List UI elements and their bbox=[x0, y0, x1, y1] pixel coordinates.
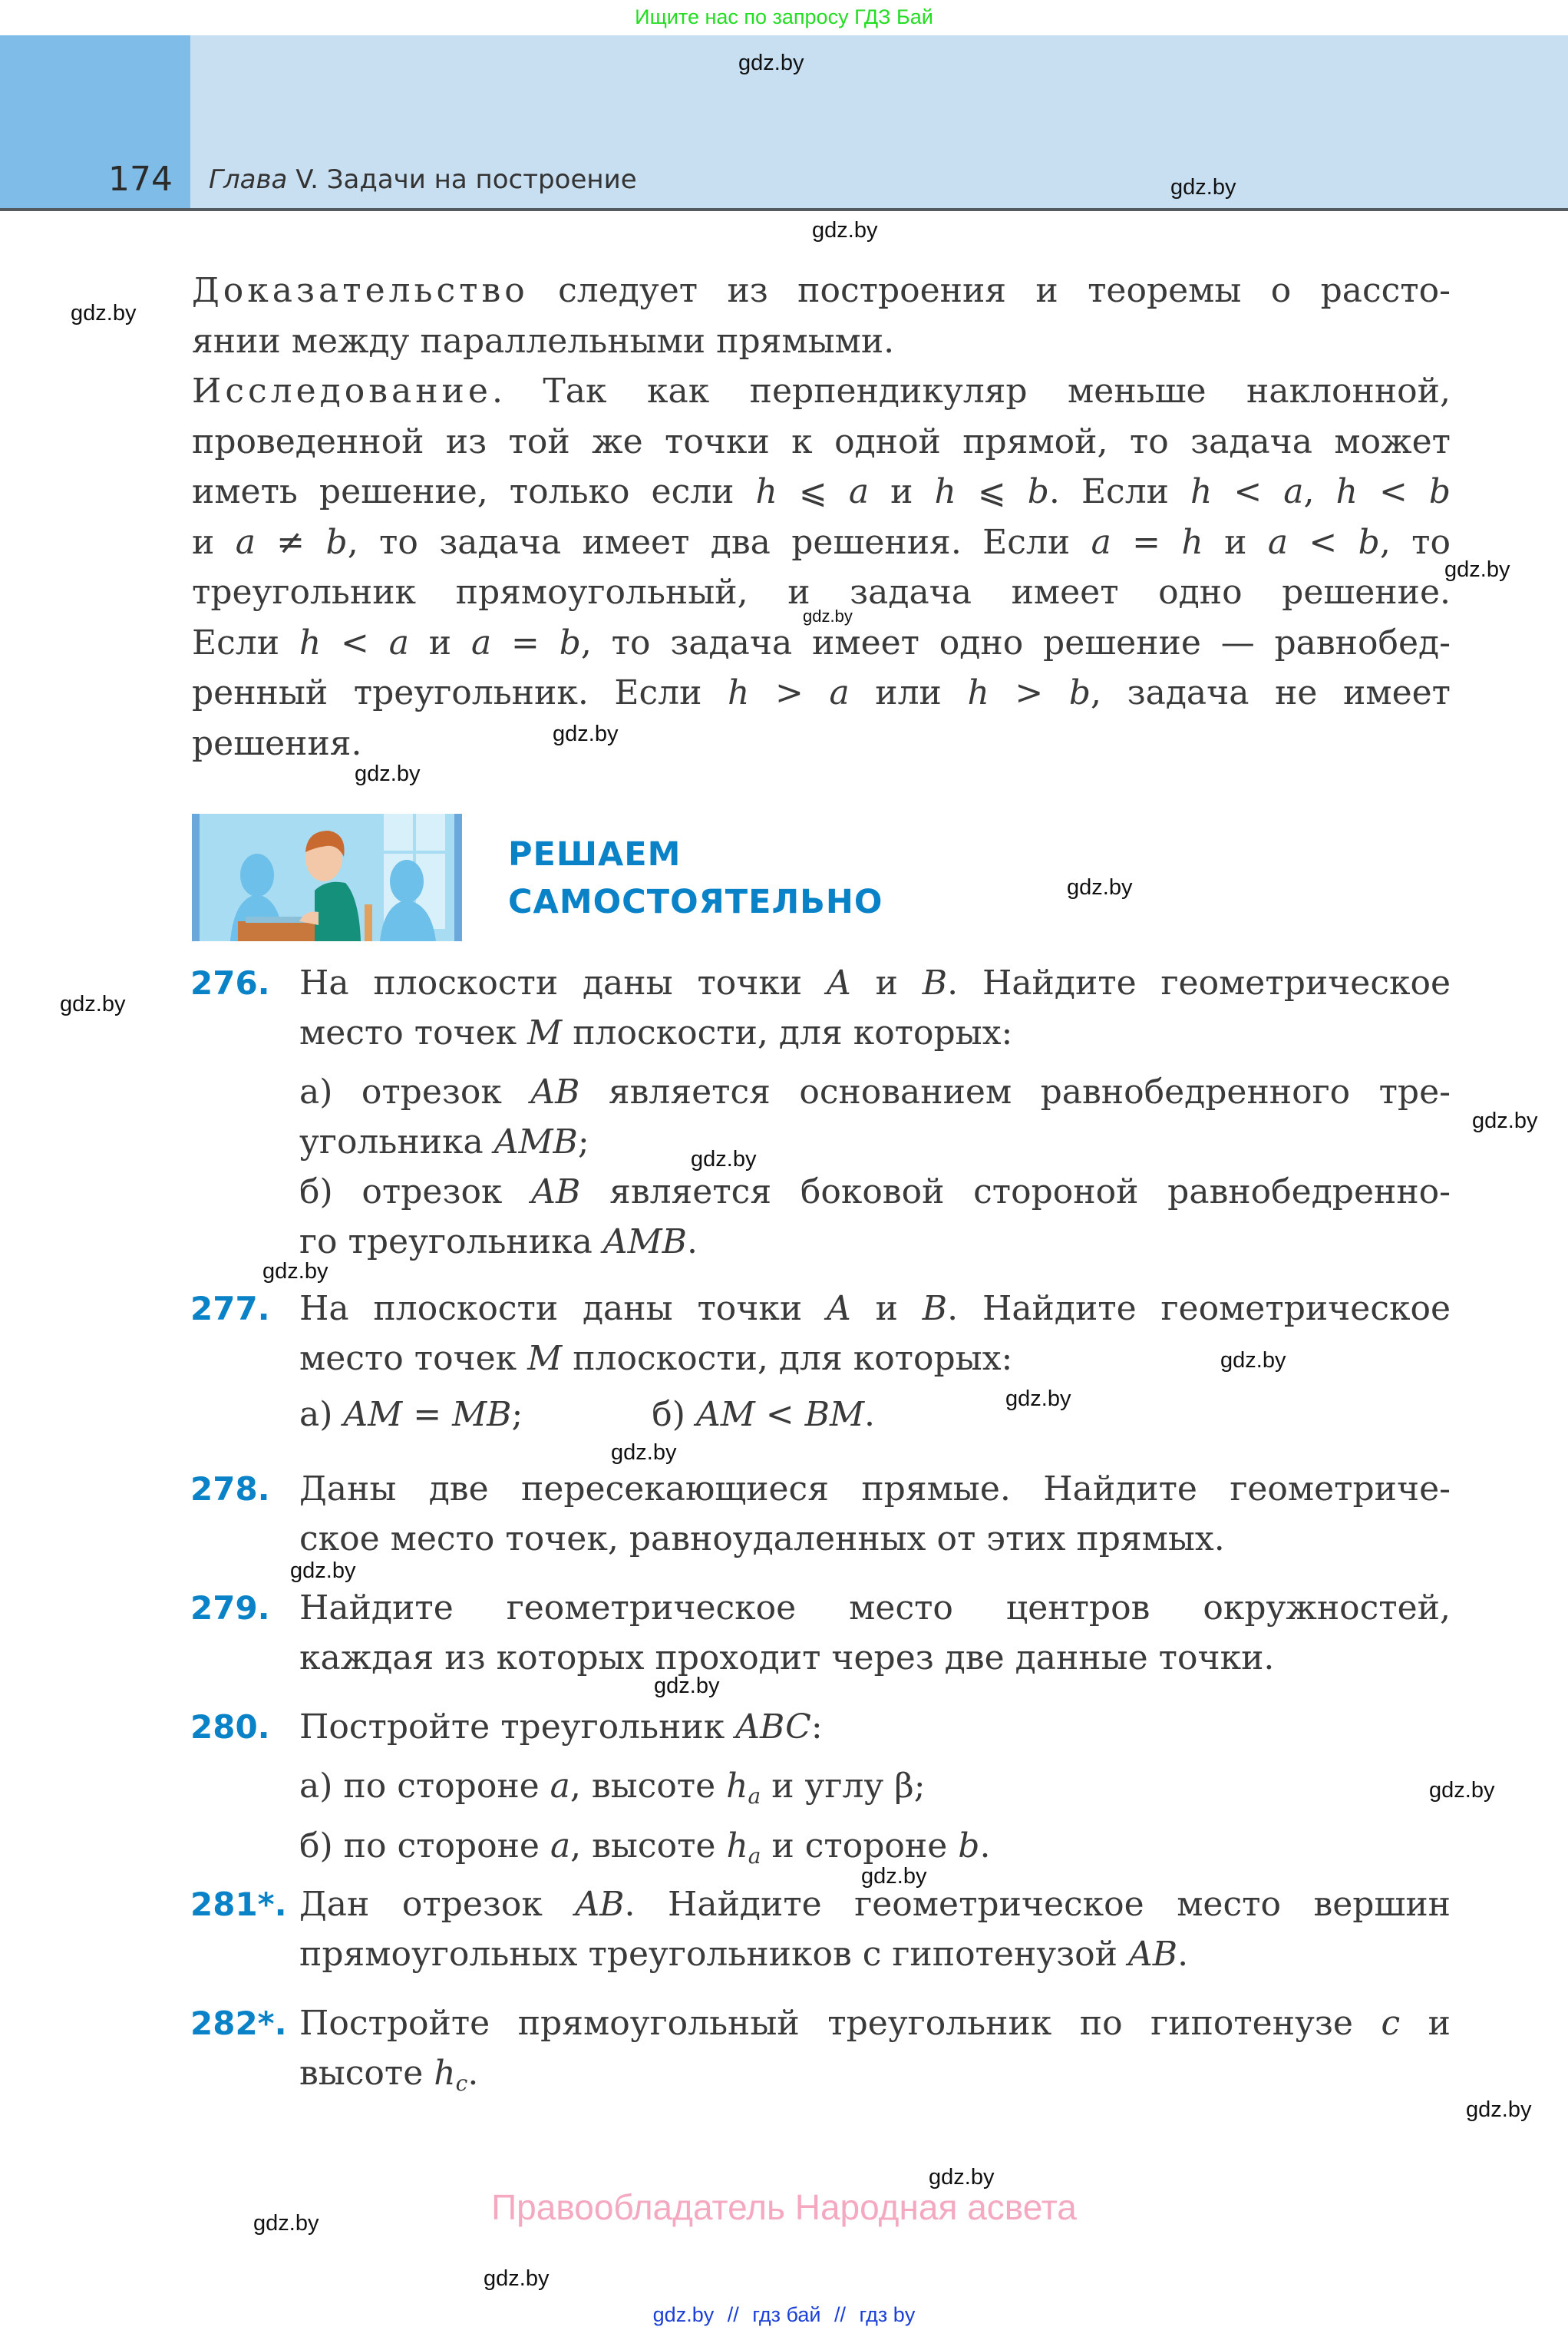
section-title-line2: САМОСТОЯТЕЛЬНО bbox=[508, 883, 883, 921]
text-line: место точек M плоскости, для которых: bbox=[299, 1339, 1013, 1378]
text-line: Дан отрезок AB. Найдите геометрическое место вершин bbox=[299, 1885, 1451, 1924]
text-line: ское место точек, равноудаленных от этих прямых. bbox=[299, 1519, 1225, 1558]
text-line: угольника AMB; bbox=[299, 1122, 589, 1162]
page-number: 174 bbox=[108, 160, 173, 199]
footer-link-gdz-by[interactable]: gdz.by bbox=[652, 2303, 715, 2326]
student-illustration bbox=[192, 814, 462, 941]
proof-label: Доказательство bbox=[192, 271, 529, 310]
exercise-277 bbox=[299, 1284, 1451, 1439]
watermark: gdz.by bbox=[1466, 2097, 1532, 2122]
footer-link-gdz-bai[interactable]: гдз бай bbox=[752, 2303, 821, 2326]
text-line: высоте $h_c$. bbox=[299, 2054, 479, 2096]
exercise-item-b: б) по стороне a, высоте $h_a$ и стороне b. bbox=[299, 1826, 991, 1869]
text-line: янии между параллельными прямыми. bbox=[192, 321, 895, 361]
watermark: gdz.by bbox=[691, 1147, 757, 1172]
copyright-notice: Правообладатель Народная асвета bbox=[491, 2187, 1077, 2227]
exercise-number-279: 279. bbox=[190, 1589, 270, 1627]
exercise-items: а) AM = MB; б) AM < BM. bbox=[299, 1395, 875, 1434]
exercise-number-278: 278. bbox=[190, 1470, 270, 1508]
chapter-name: V. Задачи на построение bbox=[287, 164, 637, 195]
top-banner bbox=[0, 0, 1568, 35]
exercise-282 bbox=[299, 1998, 1451, 2108]
text-line: го треугольника AMB. bbox=[299, 1222, 698, 1261]
text-line: На плоскости даны точки A и B. Найдите геометрическое bbox=[299, 1289, 1451, 1328]
watermark: gdz.by bbox=[484, 2266, 550, 2291]
watermark: gdz.by bbox=[1429, 1778, 1495, 1803]
proof-paragraph bbox=[192, 266, 1451, 768]
watermark: gdz.by bbox=[861, 1864, 927, 1889]
text-line: каждая из которых проходит через две данные точки. bbox=[299, 1638, 1275, 1677]
text-line: Постройте прямоугольный треугольник по гипотенузе c и bbox=[299, 2004, 1451, 2043]
watermark: gdz.by bbox=[253, 2211, 319, 2236]
watermark: gdz.by bbox=[1444, 557, 1510, 582]
text-line: Исследование. Так как перпендикуляр меньше наклонной, bbox=[192, 372, 1451, 411]
exercise-279 bbox=[299, 1583, 1451, 1683]
footer-separator: // bbox=[834, 2303, 847, 2326]
watermark: gdz.by bbox=[1220, 1348, 1286, 1373]
exercise-281 bbox=[299, 1879, 1451, 1979]
watermark: gdz.by bbox=[1170, 175, 1236, 200]
text-line: Доказательство следует из построения и теоремы о рассто- bbox=[192, 271, 1451, 310]
watermark: gdz.by bbox=[262, 1259, 328, 1284]
watermark: gdz.by bbox=[1005, 1386, 1071, 1411]
exercise-item-a: а) по стороне a, высоте $h_a$ и углу β; bbox=[299, 1767, 926, 1809]
footer-link-gdz-by-cyr[interactable]: гдз by bbox=[859, 2303, 916, 2326]
watermark: gdz.by bbox=[929, 2165, 995, 2190]
text-line: Даны две пересекающиеся прямые. Найдите геометриче- bbox=[299, 1469, 1451, 1509]
text-line: На плоскости даны точки A и B. Найдите геометрическое bbox=[299, 963, 1451, 1003]
text-line: треугольник прямоугольный, и задача имеет одно решение. bbox=[192, 573, 1451, 612]
text-line: прямоугольных треугольников с гипотенузой AB. bbox=[299, 1935, 1189, 1974]
exercise-number-276: 276. bbox=[190, 964, 270, 1002]
exercise-280 bbox=[299, 1702, 1451, 1881]
watermark: gdz.by bbox=[803, 606, 853, 626]
text-line: ренный треугольник. Если h > a или h > b, задача не имеет bbox=[192, 673, 1451, 712]
exercise-item-b: б) отрезок AB является боковой стороной равнобедренно- bbox=[299, 1172, 1451, 1211]
watermark: gdz.by bbox=[355, 762, 421, 786]
watermark: gdz.by bbox=[1472, 1109, 1538, 1133]
watermark: gdz.by bbox=[71, 301, 137, 326]
exercise-number-277: 277. bbox=[190, 1290, 270, 1327]
exercise-278 bbox=[299, 1464, 1451, 1564]
watermark: gdz.by bbox=[553, 722, 619, 746]
watermark: gdz.by bbox=[738, 51, 804, 75]
investigation-label: Исследование bbox=[192, 372, 492, 411]
watermark: gdz.by bbox=[812, 218, 878, 243]
chapter-prefix: Глава bbox=[209, 164, 288, 195]
footer-separator: // bbox=[727, 2303, 739, 2326]
text-line: Если h < a и a = b, то задача имеет одно решение — равнобед- bbox=[192, 623, 1451, 663]
chapter-title bbox=[209, 164, 637, 195]
exercise-item-a: а) отрезок AB является основанием равнобедренного тре- bbox=[299, 1072, 1451, 1112]
text-line: Постройте треугольник ABC: bbox=[299, 1707, 823, 1747]
watermark: gdz.by bbox=[611, 1440, 677, 1465]
section-title bbox=[508, 831, 883, 926]
text-line: место точек M плоскости, для которых: bbox=[299, 1013, 1013, 1053]
watermark: gdz.by bbox=[1067, 875, 1133, 900]
text-line: Найдите геометрическое место центров окружностей, bbox=[299, 1588, 1451, 1628]
text-line: проведенной из той же точки к одной прямой, то задача может bbox=[192, 421, 1451, 461]
exercise-number-281: 281*. bbox=[190, 1886, 287, 1923]
exercise-number-280: 280. bbox=[190, 1708, 270, 1746]
watermark: gdz.by bbox=[290, 1558, 356, 1583]
watermark: gdz.by bbox=[654, 1674, 720, 1698]
exercise-276 bbox=[299, 958, 1451, 1267]
search-hint-text: Ищите нас по запросу ГДЗ Бай bbox=[635, 5, 933, 28]
text-line: и a ≠ b, то задача имеет два решения. Если a = h и a < b, то bbox=[192, 522, 1451, 562]
student-at-desk-icon bbox=[192, 814, 462, 941]
text-line: иметь решение, только если h ⩽ a и h ⩽ b. Если h < a, h < b bbox=[192, 472, 1451, 511]
section-title-line1: РЕШАЕМ bbox=[508, 835, 682, 874]
text-line: решения. bbox=[192, 723, 362, 763]
footer-links bbox=[0, 2303, 1568, 2327]
exercise-number-282: 282*. bbox=[190, 2005, 287, 2042]
watermark: gdz.by bbox=[60, 992, 126, 1016]
